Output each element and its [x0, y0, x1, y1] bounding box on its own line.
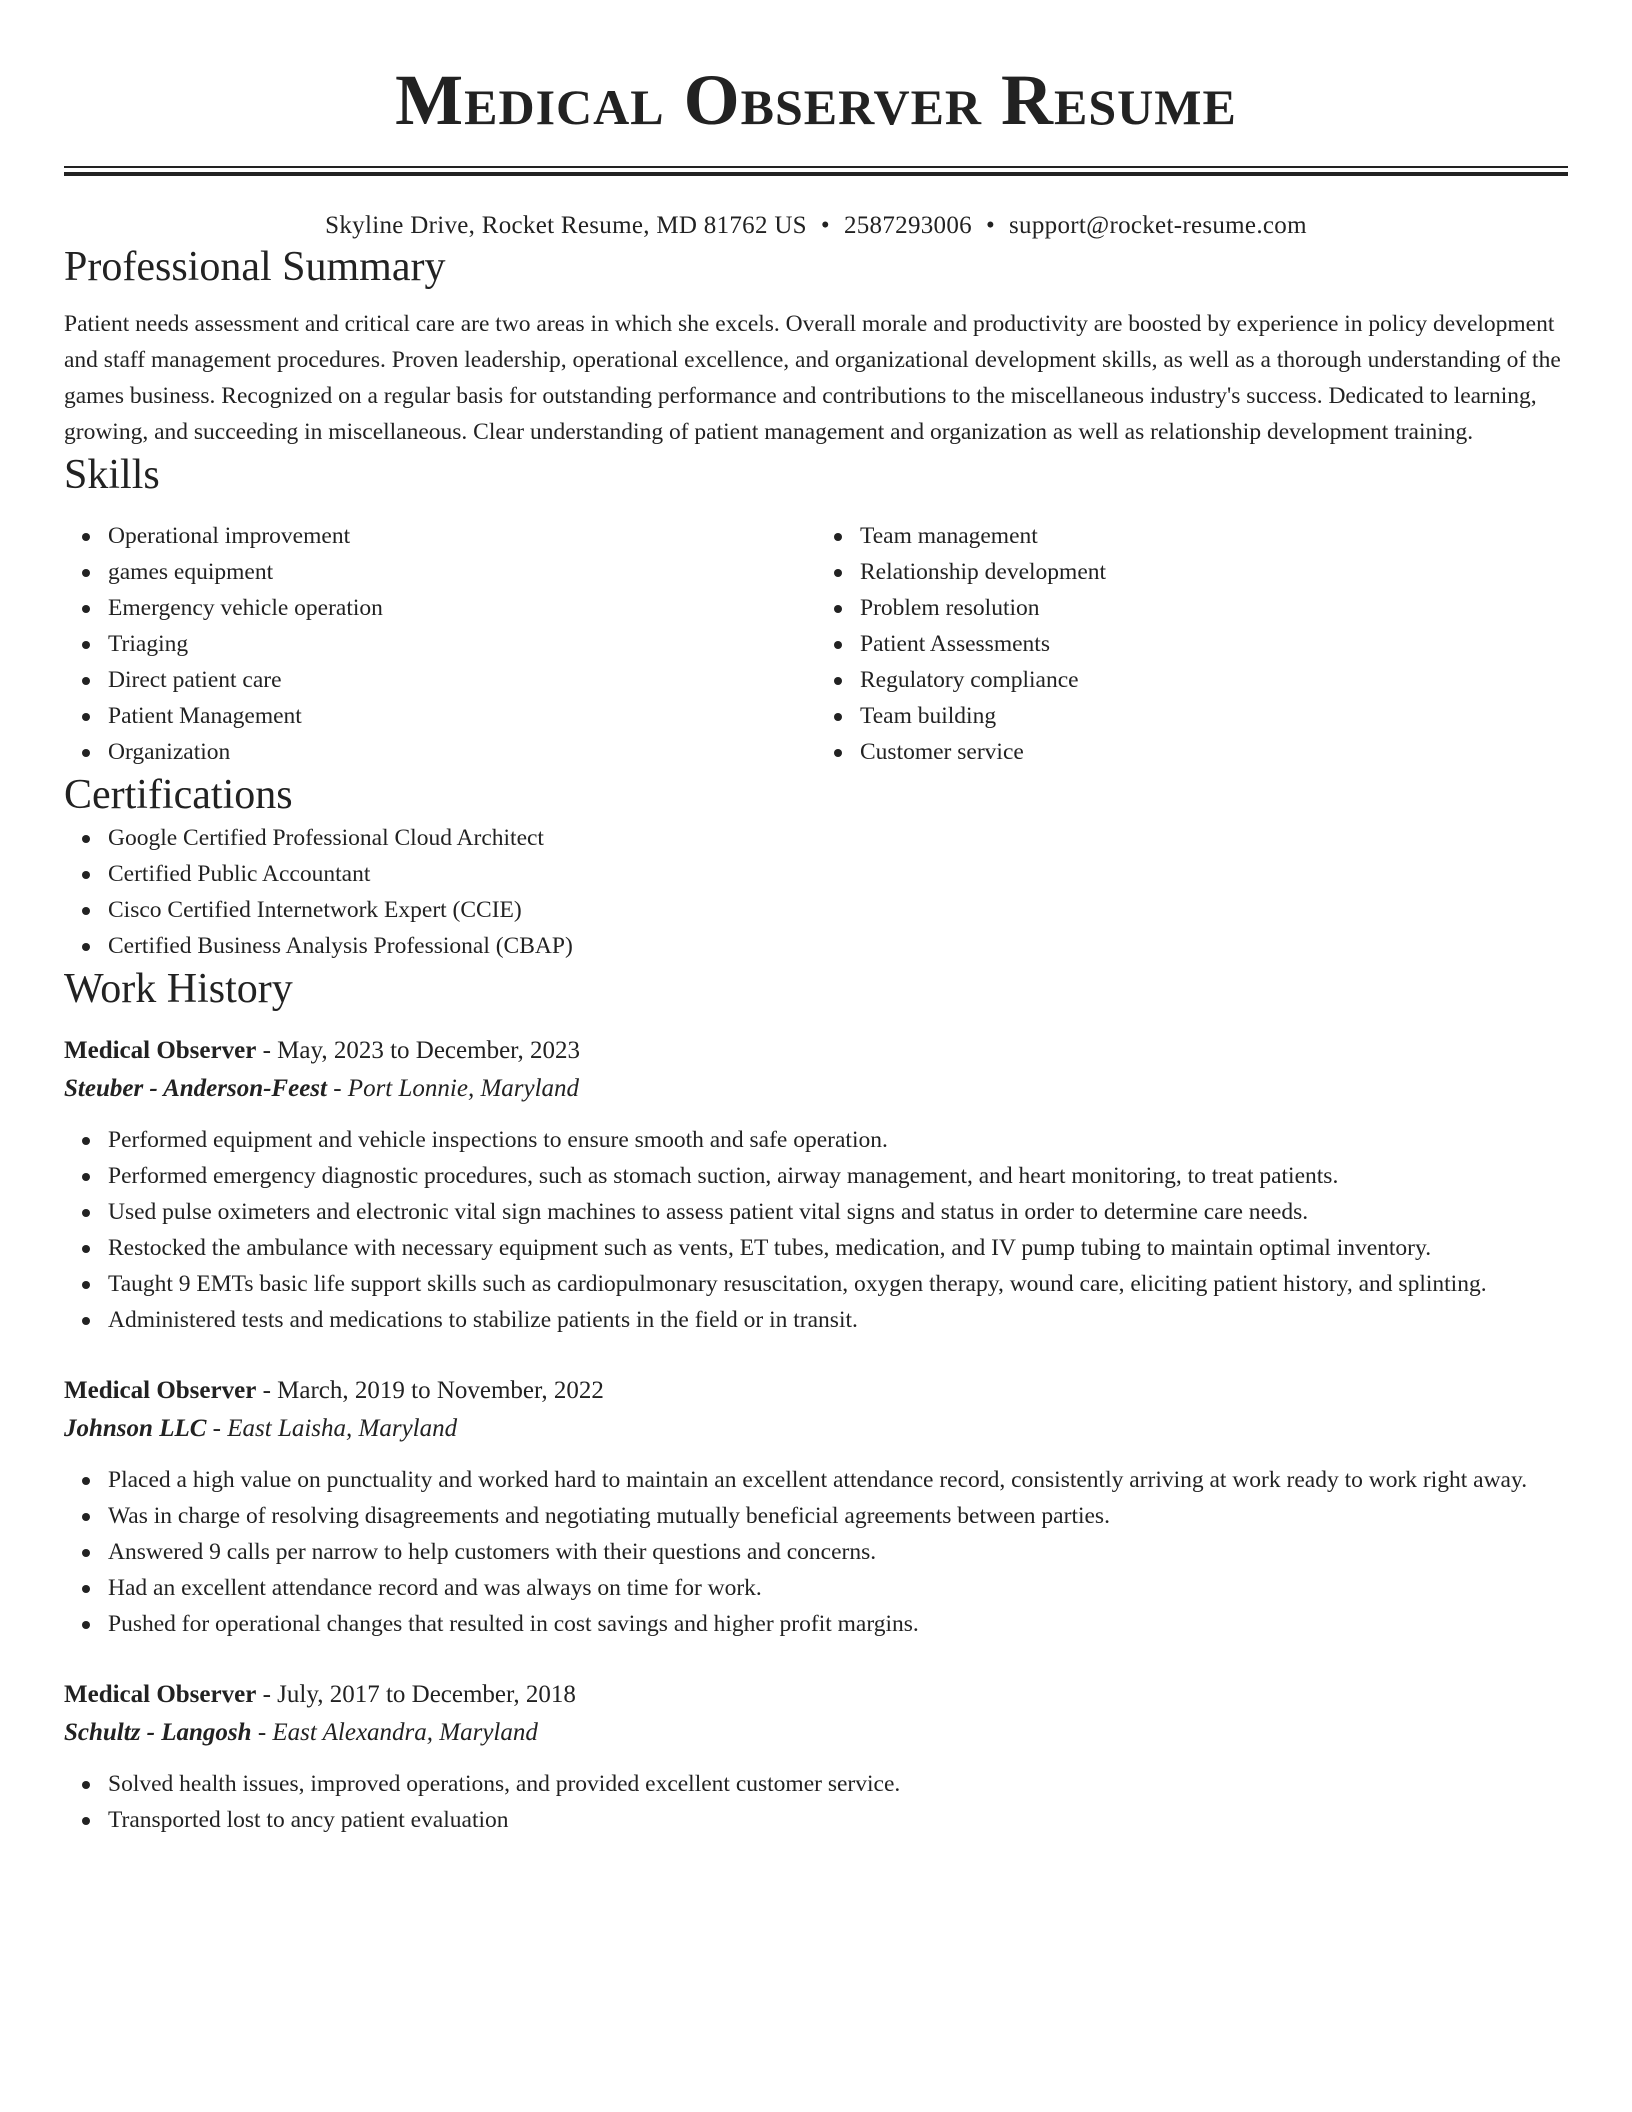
job-entry [64, 1676, 1568, 1838]
job-entry [64, 1372, 1568, 1642]
job-bullet: Performed equipment and vehicle inspections to ensure smooth and safe operation. [108, 1122, 1568, 1158]
job-location: - East Alexandra, Maryland [251, 1719, 538, 1746]
skill-item: Patient Assessments [860, 626, 1568, 662]
job-title-line [64, 1032, 1568, 1070]
contact-phone: 2587293006 [843, 212, 972, 239]
bullet-icon [82, 605, 90, 613]
job-bullet: Transported lost to ancy patient evaluation [108, 1802, 1568, 1838]
contact-email: support@rocket-resume.com [1009, 212, 1307, 239]
job-company: Johnson LLC [64, 1415, 207, 1442]
bullet-icon [82, 1781, 90, 1789]
certification-item: Google Certified Professional Cloud Architect [108, 820, 1568, 856]
skill-item: Team building [860, 698, 1568, 734]
job-dates: - March, 2019 to November, 2022 [256, 1377, 604, 1404]
skill-item: Operational improvement [108, 518, 816, 554]
page-title: Medical Observer Resume [395, 60, 1237, 140]
summary-text: Patient needs assessment and critical care are two areas in which she excels. Overall morale and productivity are boosted by experience in policy development and staff management procedures. Proven leadership, operational excellence, and organizational development skills, as well as a thorough understanding of the games business. Recognized on a regular basis for outstanding performance and contributions to the miscellaneous industry's success. Dedicated to learning, growing, and succeeding in miscellaneous. Clear understanding of patient management and organization as well as relationship development training. [64, 311, 1561, 445]
bullet-icon [82, 1137, 90, 1145]
bullet-icon [834, 749, 842, 757]
bullet-icon [834, 533, 842, 541]
bullet-icon [82, 1209, 90, 1217]
job-company-line [64, 1070, 1568, 1108]
skill-item: Emergency vehicle operation [108, 590, 816, 626]
skill-item: Triaging [108, 626, 816, 662]
work-history-heading: Work History [64, 966, 293, 1012]
bullet-icon [82, 713, 90, 721]
certifications-heading: Certifications [64, 772, 293, 818]
bullet-icon [82, 1513, 90, 1521]
job-bullet: Answered 9 calls per narrow to help customers with their questions and concerns. [108, 1534, 1568, 1570]
bullet-icon [834, 677, 842, 685]
bullet-icon [82, 835, 90, 843]
job-bullet: Was in charge of resolving disagreements and negotiating mutually beneficial agreements between parties. [108, 1498, 1568, 1534]
skill-item: Regulatory compliance [860, 662, 1568, 698]
job-bullets [64, 1462, 1568, 1642]
job-bullet: Placed a high value on punctuality and worked hard to maintain an excellent attendance record, consistently arriving at work ready to work right away. [108, 1462, 1568, 1498]
bullet-icon [82, 749, 90, 757]
bullet-icon [834, 605, 842, 613]
job-bullet: Solved health issues, improved operations, and provided excellent customer service. [108, 1766, 1568, 1802]
bullet-icon [82, 641, 90, 649]
bullet-icon [82, 1173, 90, 1181]
certification-item: Cisco Certified Internetwork Expert (CCIE) [108, 892, 1568, 928]
bullet-icon [82, 533, 90, 541]
certification-item: Certified Public Accountant [108, 856, 1568, 892]
job-company-line [64, 1410, 1568, 1448]
skill-item: Customer service [860, 734, 1568, 770]
job-company-line [64, 1714, 1568, 1752]
skills-columns [64, 518, 1568, 770]
job-dates: - July, 2017 to December, 2018 [256, 1681, 576, 1708]
contact-separator: • [985, 212, 996, 239]
skill-item: Problem resolution [860, 590, 1568, 626]
bullet-icon [834, 569, 842, 577]
job-company: Steuber - Anderson-Feest [64, 1075, 327, 1102]
job-bullets [64, 1766, 1568, 1838]
contact-line [64, 210, 1568, 242]
bullet-icon [82, 1621, 90, 1629]
job-entry [64, 1032, 1568, 1338]
certification-item: Certified Business Analysis Professional (CBAP) [108, 928, 1568, 964]
job-bullet: Pushed for operational changes that resulted in cost savings and higher profit margins. [108, 1606, 1568, 1642]
bullet-icon [82, 907, 90, 915]
bullet-icon [82, 677, 90, 685]
bullet-icon [834, 641, 842, 649]
bullet-icon [82, 1817, 90, 1825]
job-bullet: Administered tests and medications to stabilize patients in the field or in transit. [108, 1302, 1568, 1338]
skill-item: Organization [108, 734, 816, 770]
contact-separator: • [820, 212, 830, 239]
bullet-icon [82, 1585, 90, 1593]
bullet-icon [82, 1549, 90, 1557]
bullet-icon [834, 713, 842, 721]
job-location: - Port Lonnie, Maryland [326, 1075, 580, 1102]
bullet-icon [82, 943, 90, 951]
bullet-icon [82, 1477, 90, 1485]
bullet-icon [82, 569, 90, 577]
job-bullet: Used pulse oximeters and electronic vital sign machines to assess patient vital signs and status in order to determine care needs. [108, 1194, 1568, 1230]
skills-list-right [816, 518, 1568, 770]
job-dates: - May, 2023 to December, 2023 [256, 1037, 580, 1064]
job-bullets [64, 1122, 1568, 1338]
skills-heading: Skills [64, 452, 160, 498]
bullet-icon [82, 871, 90, 879]
job-bullet: Restocked the ambulance with necessary equipment such as vents, ET tubes, medication, and IV pump tubing to maintain optimal inventory. [108, 1230, 1568, 1266]
summary-heading: Professional Summary [64, 244, 446, 290]
bullet-icon [82, 1245, 90, 1253]
contact-address: Skyline Drive, Rocket Resume, MD 81762 US [325, 212, 807, 239]
job-title: Medical Observer [64, 1377, 257, 1404]
skills-list-left [64, 518, 816, 770]
job-location: - East Laisha, Maryland [206, 1415, 458, 1442]
skill-item: Relationship development [860, 554, 1568, 590]
job-title-line [64, 1372, 1568, 1410]
job-bullet: Performed emergency diagnostic procedures, such as stomach suction, airway management, and heart monitoring, to treat patients. [108, 1158, 1568, 1194]
bullet-icon [82, 1281, 90, 1289]
job-bullet: Taught 9 EMTs basic life support skills such as cardiopulmonary resuscitation, oxygen therapy, wound care, eliciting patient history, and splinting. [108, 1266, 1568, 1302]
job-title: Medical Observer [64, 1037, 257, 1064]
job-company: Schultz - Langosh [64, 1719, 252, 1746]
job-title: Medical Observer [64, 1681, 257, 1708]
skill-item: games equipment [108, 554, 816, 590]
job-title-line [64, 1676, 1568, 1714]
skill-item: Patient Management [108, 698, 816, 734]
title-divider [64, 166, 1568, 176]
skill-item: Team management [860, 518, 1568, 554]
certifications-list [64, 820, 1568, 964]
bullet-icon [82, 1317, 90, 1325]
job-bullet: Had an excellent attendance record and was always on time for work. [108, 1570, 1568, 1606]
skill-item: Direct patient care [108, 662, 816, 698]
